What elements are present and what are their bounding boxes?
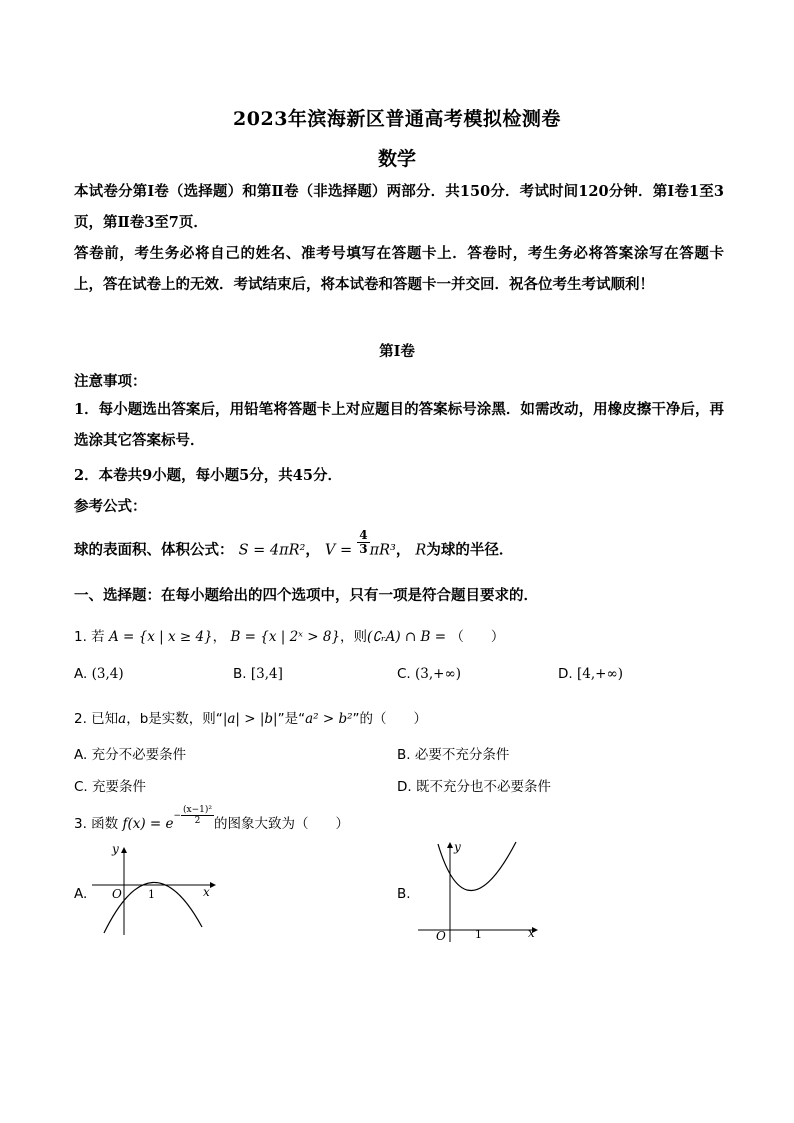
x-axis-label: x <box>203 885 210 899</box>
option-value: [3,4] <box>250 666 283 682</box>
option-label: A. <box>74 747 88 763</box>
formula-volume-lhs: V = <box>324 542 353 559</box>
option-value: 既不充分也不必要条件 <box>415 779 551 795</box>
q2-option-b[interactable] <box>397 743 509 763</box>
q1-ask-prefix: ，则 <box>340 629 368 645</box>
q1-option-b[interactable] <box>233 666 283 682</box>
q1-answer-paren: （ ） <box>450 629 505 645</box>
y-axis-arrow <box>447 842 453 848</box>
exponent-fraction <box>181 805 214 826</box>
x-axis-arrow <box>210 882 216 888</box>
note-2: 2．本卷共9小题，每小题5分，共45分． <box>74 467 342 484</box>
q1-prefix: 1. 若 <box>74 629 105 645</box>
option-label: C. <box>397 666 411 682</box>
origin-label: O <box>436 929 446 943</box>
q3-graph-b[interactable] <box>418 838 540 944</box>
option-value: [4,+∞) <box>576 666 623 682</box>
question-1-stem: 1. 若 A = {x | x ≥ 4}， B = {x | 2ˣ > 8}，则(∁ᵣA) ∩ B = （ ） <box>74 629 505 645</box>
q2-suffix: ”的（ ） <box>352 711 428 727</box>
exponent-numerator: (x−1)² <box>183 805 213 815</box>
q2-option-a[interactable] <box>74 743 186 763</box>
formula-suffix: 为球的半径． <box>426 541 514 559</box>
option-label: D. <box>558 666 573 682</box>
q1-set-b: B = {x | 2ˣ > 8} <box>230 629 341 645</box>
fraction-denominator: 3 <box>359 542 368 556</box>
option-value: (3,4) <box>91 666 124 682</box>
q3-graph-a[interactable] <box>92 843 217 938</box>
question-2-stem <box>74 707 427 727</box>
q3-option-b-label[interactable]: B. <box>397 886 411 902</box>
option-value: 必要不充分条件 <box>414 747 510 763</box>
option-label: A. <box>74 666 88 682</box>
formula-surface-area: S = 4πR² <box>238 542 306 559</box>
q2-condition-1: |a| > |b| <box>222 711 278 727</box>
note-1: 1．每小题选出答案后，用铅笔将答题卡上对应题目的答案标号涂黑．如需改动，用橡皮擦干净后，再选涂其它答案标号． <box>74 401 724 449</box>
notes-label: 注意事项： <box>74 373 147 390</box>
q3-option-a-label[interactable]: A. <box>74 886 88 902</box>
q2-option-d[interactable] <box>397 775 551 795</box>
part1-heading: 第Ⅰ卷 <box>379 343 415 360</box>
y-axis-label: y <box>454 840 461 854</box>
q1-option-c[interactable] <box>397 666 461 682</box>
q1-option-a[interactable] <box>74 666 124 682</box>
q1-expression: (∁ᵣA) ∩ B = <box>367 629 447 645</box>
formula-volume-fraction <box>357 529 369 556</box>
origin-label: O <box>112 887 122 901</box>
q2-prefix: 2. 已知 <box>74 711 119 727</box>
formula-line: 球的表面积、体积公式： S = 4πR²， V = $\frac{4}{3}$ πR³， R为球的半径． <box>74 528 514 559</box>
q3-prefix: 3. 函数 <box>74 816 119 832</box>
option-value: (3,+∞) <box>415 666 461 682</box>
fraction-numerator: 4 <box>359 528 368 542</box>
q3-suffix: 的图象大致为（ ） <box>214 816 350 832</box>
exam-subject: 数学 <box>377 148 416 170</box>
intro-paragraph-2: 答卷前，考生务必将自己的姓名、准考号填写在答题卡上．答卷时，考生务必将答案涂写在答题卡上，答在试卷上的无效．考试结束后，将本试卷和答题卡一并交回．祝各位考生考试顺利！ <box>74 245 724 293</box>
exam-title: 2023年滨海新区普通高考模拟检测卷 <box>233 108 561 130</box>
q3-exponent <box>174 805 215 826</box>
q2-variable-a: a <box>118 711 127 727</box>
exponent-denominator: 2 <box>194 816 201 826</box>
q1-set-a: A = {x | x ≥ 4} <box>108 629 213 645</box>
x-axis-label: x <box>528 926 535 940</box>
option-label: C. <box>74 779 88 795</box>
q1-option-d[interactable] <box>558 666 623 682</box>
formula-radius-symbol: R <box>415 542 427 559</box>
tick-label-one: 1 <box>475 928 482 941</box>
y-axis-label: y <box>112 843 119 856</box>
formula-label: 参考公式： <box>74 498 147 515</box>
exponent-sign: − <box>173 811 182 821</box>
option-value: 充要条件 <box>92 779 147 795</box>
intro-paragraph-1: 本试卷分第Ⅰ卷（选择题）和第Ⅱ卷（非选择题）两部分．共150分．考试时间120分钟．第Ⅰ卷1至3页，第Ⅱ卷3至7页． <box>74 183 724 231</box>
option-label: D. <box>397 779 412 795</box>
tick-label-one: 1 <box>148 888 155 901</box>
q2-condition-2: a² > b² <box>305 711 353 727</box>
option-label: B. <box>397 747 411 763</box>
q2-mid2: ”是“ <box>277 711 306 727</box>
option-label: B. <box>233 666 247 682</box>
q2-option-c[interactable] <box>74 775 146 795</box>
option-value: 充分不必要条件 <box>91 747 187 763</box>
y-axis-arrow <box>121 847 127 853</box>
q2-mid: ，b是实数，则“ <box>126 711 223 727</box>
formula-volume-rhs: πR³ <box>369 542 396 559</box>
section-heading: 一、选择题：在每小题给出的四个选项中，只有一项是符合题目要求的． <box>74 587 538 604</box>
formula-prefix: 球的表面积、体积公式： <box>74 541 234 559</box>
question-3-stem <box>74 805 350 836</box>
q3-function: f(x) = e <box>122 816 174 832</box>
